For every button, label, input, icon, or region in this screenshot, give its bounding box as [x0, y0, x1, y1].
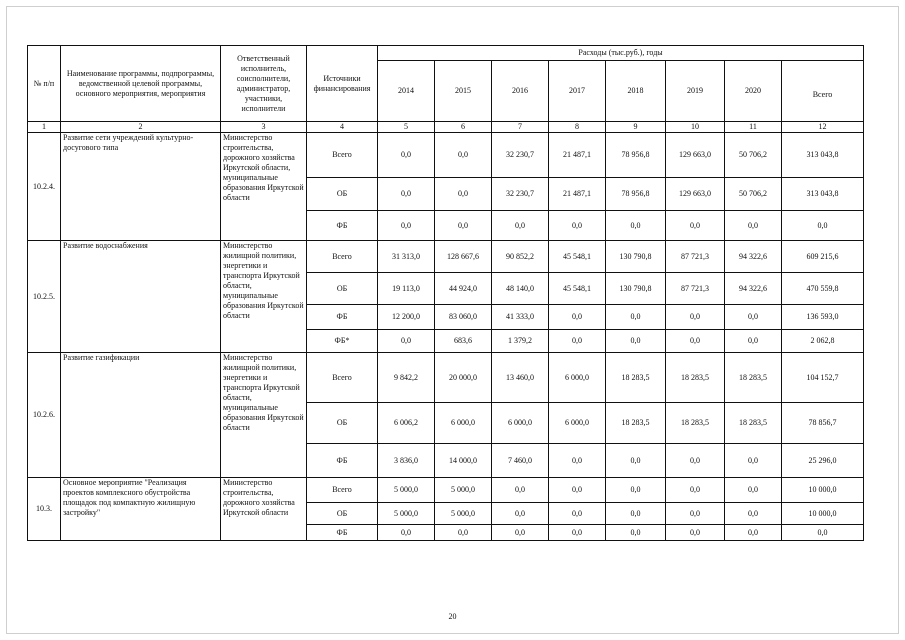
column-number: 11: [725, 122, 782, 133]
row-value: 50 706,2: [725, 133, 782, 178]
row-value: 18 283,5: [725, 353, 782, 403]
row-value: 0,0: [725, 503, 782, 525]
row-value: 13 460,0: [492, 353, 549, 403]
row-value: 90 852,2: [492, 241, 549, 273]
row-value: 0,0: [549, 305, 606, 330]
row-source: ФБ: [307, 305, 378, 330]
row-value: 0,0: [725, 305, 782, 330]
column-number: 1: [28, 122, 61, 133]
header-source: Источники финансирования: [307, 46, 378, 122]
header-year: 2018: [606, 61, 666, 122]
row-value: 18 283,5: [666, 403, 725, 444]
row-value: 0,0: [378, 211, 435, 241]
row-value: 0,0: [666, 503, 725, 525]
row-source: ОБ: [307, 403, 378, 444]
column-numbers-row: [28, 122, 864, 133]
row-value: 0,0: [378, 525, 435, 541]
row-source: Всего: [307, 241, 378, 273]
row-value: 0,0: [606, 444, 666, 478]
row-value: 683,6: [435, 330, 492, 353]
header-year: 2015: [435, 61, 492, 122]
column-number: 10: [666, 122, 725, 133]
budget-table: [27, 45, 864, 541]
row-value: 6 000,0: [549, 353, 606, 403]
header-total: Всего: [782, 61, 864, 122]
row-value: 0,0: [549, 211, 606, 241]
row-value: 6 000,0: [549, 403, 606, 444]
page-number: 20: [448, 612, 457, 621]
header-year: 2017: [549, 61, 606, 122]
row-source: Всего: [307, 478, 378, 503]
row-value: 48 140,0: [492, 273, 549, 305]
row-value: 0,0: [549, 525, 606, 541]
row-value: 0,0: [492, 525, 549, 541]
row-value: 12 200,0: [378, 305, 435, 330]
row-value: 32 230,7: [492, 178, 549, 211]
row-value: 45 548,1: [549, 273, 606, 305]
row-source: ФБ: [307, 211, 378, 241]
row-source: ФБ*: [307, 330, 378, 353]
row-value: 10 000,0: [782, 478, 864, 503]
row-value: 0,0: [378, 178, 435, 211]
row-value: 0,0: [725, 444, 782, 478]
row-value: 6 006,2: [378, 403, 435, 444]
row-name: Развитие газификации: [61, 353, 221, 478]
row-value: 5 000,0: [435, 503, 492, 525]
header-year: 2019: [666, 61, 725, 122]
row-value: 0,0: [378, 133, 435, 178]
row-source: Всего: [307, 353, 378, 403]
row-number: 10.2.4.: [28, 133, 61, 241]
row-name: Развитие сети учреждений культурно-досугового типа: [61, 133, 221, 241]
header-year: 2016: [492, 61, 549, 122]
header-name: Наименование программы, подпрограммы, ведомственной целевой программы, основного мероприятия, мероприятия: [61, 46, 221, 122]
row-value: 0,0: [435, 211, 492, 241]
row-source: Всего: [307, 133, 378, 178]
row-value: 0,0: [666, 330, 725, 353]
row-value: 32 230,7: [492, 133, 549, 178]
row-value: 19 113,0: [378, 273, 435, 305]
table-row: [28, 133, 864, 178]
row-value: 0,0: [549, 330, 606, 353]
row-value: 18 283,5: [666, 353, 725, 403]
row-value: 0,0: [666, 305, 725, 330]
row-value: 313 043,8: [782, 133, 864, 178]
row-value: 94 322,6: [725, 273, 782, 305]
row-value: 0,0: [492, 211, 549, 241]
column-number: 5: [378, 122, 435, 133]
column-number: 4: [307, 122, 378, 133]
row-name: Развитие водоснабжения: [61, 241, 221, 353]
row-value: 2 062,8: [782, 330, 864, 353]
row-responsible: Министерство строительства, дорожного хозяйства Иркутской области: [221, 478, 307, 541]
row-value: 78 956,8: [606, 178, 666, 211]
table-row: [28, 241, 864, 273]
row-value: 609 215,6: [782, 241, 864, 273]
row-value: 18 283,5: [725, 403, 782, 444]
row-value: 7 460,0: [492, 444, 549, 478]
row-value: 128 667,6: [435, 241, 492, 273]
row-value: 21 487,1: [549, 133, 606, 178]
table-row: [28, 353, 864, 403]
row-value: 0,0: [492, 503, 549, 525]
row-value: 0,0: [725, 525, 782, 541]
row-value: 129 663,0: [666, 178, 725, 211]
column-number: 8: [549, 122, 606, 133]
row-value: 5 000,0: [435, 478, 492, 503]
row-responsible: Министерство строительства, дорожного хозяйства Иркутской области, муниципальные образования Иркутской области: [221, 133, 307, 241]
row-source: ФБ: [307, 444, 378, 478]
row-value: 0,0: [435, 525, 492, 541]
row-value: 0,0: [549, 478, 606, 503]
row-value: 1 379,2: [492, 330, 549, 353]
row-value: 136 593,0: [782, 305, 864, 330]
row-value: 0,0: [606, 525, 666, 541]
row-value: 0,0: [549, 503, 606, 525]
row-value: 6 000,0: [492, 403, 549, 444]
row-value: 0,0: [782, 525, 864, 541]
row-value: 5 000,0: [378, 503, 435, 525]
header-year: 2020: [725, 61, 782, 122]
row-number: 10.2.6.: [28, 353, 61, 478]
row-value: 0,0: [435, 133, 492, 178]
row-value: 3 836,0: [378, 444, 435, 478]
column-number: 12: [782, 122, 864, 133]
row-value: 21 487,1: [549, 178, 606, 211]
header-responsible: Ответственный исполнитель, соисполнители, администратор, участники, исполнители: [221, 46, 307, 122]
row-value: 31 313,0: [378, 241, 435, 273]
row-value: 45 548,1: [549, 241, 606, 273]
table-row: [28, 478, 864, 503]
row-responsible: Министерство жилищной политики, энергетики и транспорта Иркутской области, муниципальные образования Иркутской области: [221, 353, 307, 478]
row-name: Основное мероприятие "Реализация проектов комплексного обустройства площадок под компактную жилищную застройку": [61, 478, 221, 541]
row-value: 25 296,0: [782, 444, 864, 478]
row-value: 5 000,0: [378, 478, 435, 503]
row-value: 18 283,5: [606, 353, 666, 403]
row-value: 0,0: [725, 478, 782, 503]
row-value: 0,0: [378, 330, 435, 353]
row-value: 0,0: [549, 444, 606, 478]
row-value: 87 721,3: [666, 273, 725, 305]
row-value: 87 721,3: [666, 241, 725, 273]
column-number: 2: [61, 122, 221, 133]
row-value: 313 043,8: [782, 178, 864, 211]
column-number: 3: [221, 122, 307, 133]
row-value: 0,0: [782, 211, 864, 241]
row-value: 94 322,6: [725, 241, 782, 273]
row-value: 18 283,5: [606, 403, 666, 444]
row-value: 20 000,0: [435, 353, 492, 403]
row-value: 104 152,7: [782, 353, 864, 403]
row-value: 44 924,0: [435, 273, 492, 305]
header-num: № п/п: [28, 46, 61, 122]
row-value: 130 790,8: [606, 273, 666, 305]
row-value: 50 706,2: [725, 178, 782, 211]
row-value: 6 000,0: [435, 403, 492, 444]
row-value: 0,0: [435, 178, 492, 211]
row-source: ОБ: [307, 273, 378, 305]
row-number: 10.2.5.: [28, 241, 61, 353]
row-value: 0,0: [606, 478, 666, 503]
row-value: 0,0: [606, 211, 666, 241]
row-value: 0,0: [666, 444, 725, 478]
row-value: 0,0: [666, 211, 725, 241]
row-value: 78 956,8: [606, 133, 666, 178]
row-value: 14 000,0: [435, 444, 492, 478]
row-source: ОБ: [307, 178, 378, 211]
row-value: 470 559,8: [782, 273, 864, 305]
row-value: 129 663,0: [666, 133, 725, 178]
row-value: 0,0: [492, 478, 549, 503]
row-value: 0,0: [606, 305, 666, 330]
row-number: 10.3.: [28, 478, 61, 541]
row-value: 10 000,0: [782, 503, 864, 525]
row-value: 0,0: [606, 503, 666, 525]
row-value: 83 060,0: [435, 305, 492, 330]
table-body: [28, 46, 864, 541]
column-number: 6: [435, 122, 492, 133]
header-expenses: Расходы (тыс.руб.), годы: [378, 46, 864, 61]
row-responsible: Министерство жилищной политики, энергетики и транспорта Иркутской области, муниципальные образования Иркутской области: [221, 241, 307, 353]
row-value: 0,0: [666, 525, 725, 541]
row-value: 130 790,8: [606, 241, 666, 273]
row-value: 41 333,0: [492, 305, 549, 330]
row-source: ФБ: [307, 525, 378, 541]
row-source: ОБ: [307, 503, 378, 525]
row-value: 0,0: [606, 330, 666, 353]
row-value: 9 842,2: [378, 353, 435, 403]
header-year: 2014: [378, 61, 435, 122]
row-value: 78 856,7: [782, 403, 864, 444]
row-value: 0,0: [725, 211, 782, 241]
row-value: 0,0: [666, 478, 725, 503]
column-number: 7: [492, 122, 549, 133]
row-value: 0,0: [725, 330, 782, 353]
column-number: 9: [606, 122, 666, 133]
header-row: [28, 46, 864, 61]
